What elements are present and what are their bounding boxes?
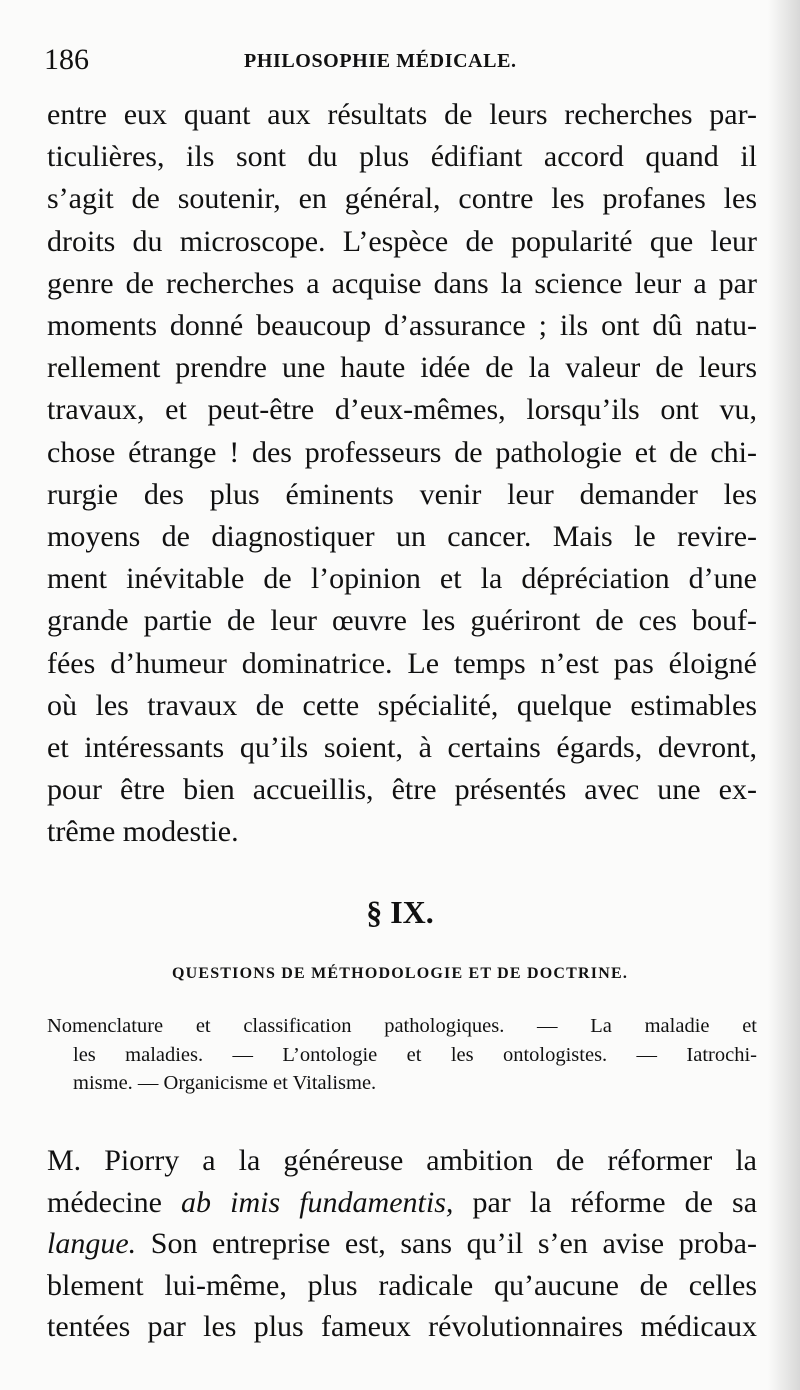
text-line: moments donné beaucoup d’assurance ; ils ont dû natu- xyxy=(47,309,757,343)
text-line: fées d’humeur dominatrice. Le temps n’est pas éloigné xyxy=(47,646,757,680)
text-line: genre de recherches a acquise dans la science leur a par xyxy=(47,266,757,300)
text-line: blement lui-même, plus radicale qu’aucune de celles xyxy=(47,1268,757,1302)
summary-line: misme. — Organicisme et Vitalisme. xyxy=(73,1072,377,1094)
text-line: travaux, et peut-être d’eux-mêmes, lorsqu’ils ont vu, xyxy=(47,393,757,427)
text-line: rurgie des plus éminents venir leur demander les xyxy=(47,477,757,511)
text-line: moyens de diagnostiquer un cancer. Mais le revire- xyxy=(47,520,757,554)
page-number: 186 xyxy=(44,43,89,76)
text-line: tentées par les plus fameux révolutionnaires médicaux xyxy=(47,1310,757,1343)
summary-line: les maladies. — L’ontologie et les ontologistes. — Iatrochi- xyxy=(73,1043,757,1066)
text-line: M. Piorry a la généreuse ambition de réformer la xyxy=(47,1144,757,1177)
text-run: Son entreprise est, sans qu’il s’en avise proba- xyxy=(136,1227,757,1260)
italic-word: langue. xyxy=(47,1227,137,1260)
text-line: où les travaux de cette spécialité, quelque estimables xyxy=(47,688,757,722)
text-line: trême modestie. xyxy=(47,815,239,849)
text-line xyxy=(47,1182,757,1224)
section-title: QUESTIONS DE MÉTHODOLOGIE ET DE DOCTRINE. xyxy=(171,965,629,982)
text-line: droits du microscope. L’espèce de popularité que leur xyxy=(47,224,757,258)
running-head: PHILOSOPHIE MÉDICALE. xyxy=(244,50,517,72)
page-header xyxy=(44,42,764,82)
text-line: s’agit de soutenir, en général, contre les profanes les xyxy=(47,182,757,216)
text-line: rellement prendre une haute idée de la valeur de leurs xyxy=(47,351,757,385)
text-line: pour être bien accueillis, être présentés avec une ex- xyxy=(47,773,757,807)
text-line: ticulières, ils sont du plus édifiant accord quand il xyxy=(47,140,757,174)
text-line: entre eux quant aux résultats de leurs recherches par- xyxy=(47,98,757,131)
text-line xyxy=(47,1223,757,1265)
section-number: § IX. xyxy=(366,894,434,930)
text-line: et intéressants qu’ils soient, à certains égards, devront, xyxy=(47,731,757,765)
page-edge-shadow xyxy=(768,0,800,1390)
paragraph-new xyxy=(47,1140,757,1348)
summary-line: Nomenclature et classification pathologiques. — La maladie et xyxy=(47,1015,757,1037)
text-line: chose étrange ! des professeurs de pathologie et de chi- xyxy=(47,435,757,469)
text-line: grande partie de leur œuvre les guériront de ces bouf- xyxy=(47,604,757,638)
text-run: médecine xyxy=(47,1185,182,1219)
paragraph-continued xyxy=(47,94,757,854)
section-summary xyxy=(47,1012,757,1098)
text-line: ment inévitable de l’opinion et la dépréciation d’une xyxy=(47,562,757,596)
text-run: par la réforme de sa xyxy=(453,1185,757,1219)
italic-phrase: ab imis fundamentis, xyxy=(181,1185,454,1219)
